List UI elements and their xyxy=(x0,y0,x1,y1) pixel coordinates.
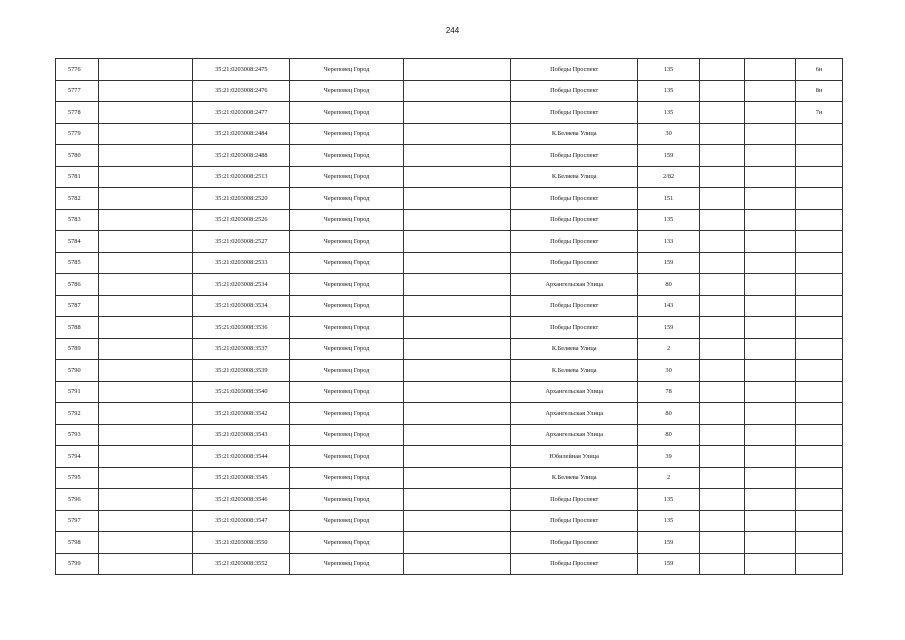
house-number-cell: 80 xyxy=(638,403,700,425)
empty-cell xyxy=(699,274,744,296)
empty-cell xyxy=(699,59,744,81)
table-row xyxy=(56,188,843,210)
cadastral-number-cell: 35:21:0203008:3552 xyxy=(193,553,290,575)
empty-cell xyxy=(744,446,795,468)
table-row xyxy=(56,489,843,511)
unit-cell xyxy=(796,446,843,468)
empty-cell xyxy=(744,188,795,210)
table-row xyxy=(56,338,843,360)
cadastral-number-cell: 35:21:0203008:2488 xyxy=(193,145,290,167)
city-cell: Череповец Город xyxy=(290,510,403,532)
empty-cell xyxy=(699,446,744,468)
street-cell: К.Беляева Улица xyxy=(511,338,638,360)
cadastral-number-cell: 35:21:0203008:3539 xyxy=(193,360,290,382)
empty-cell xyxy=(744,231,795,253)
unit-cell xyxy=(796,252,843,274)
empty-cell xyxy=(403,489,511,511)
row-number-cell: 5785 xyxy=(56,252,99,274)
street-cell: Победы Проспект xyxy=(511,209,638,231)
empty-cell xyxy=(99,553,193,575)
row-number-cell: 5793 xyxy=(56,424,99,446)
unit-cell: 8н xyxy=(796,80,843,102)
city-cell: Череповец Город xyxy=(290,231,403,253)
unit-cell: 6н xyxy=(796,59,843,81)
empty-cell xyxy=(99,532,193,554)
empty-cell xyxy=(403,510,511,532)
street-cell: К.Беляева Улица xyxy=(511,467,638,489)
empty-cell xyxy=(744,467,795,489)
empty-cell xyxy=(699,467,744,489)
empty-cell xyxy=(699,360,744,382)
empty-cell xyxy=(99,467,193,489)
empty-cell xyxy=(744,166,795,188)
empty-cell xyxy=(99,274,193,296)
empty-cell xyxy=(99,59,193,81)
empty-cell xyxy=(99,360,193,382)
unit-cell xyxy=(796,381,843,403)
row-number-cell: 5790 xyxy=(56,360,99,382)
house-number-cell: 78 xyxy=(638,381,700,403)
empty-cell xyxy=(699,80,744,102)
street-cell: Архангельская Улица xyxy=(511,381,638,403)
row-number-cell: 5782 xyxy=(56,188,99,210)
empty-cell xyxy=(403,231,511,253)
city-cell: Череповец Город xyxy=(290,295,403,317)
unit-cell xyxy=(796,231,843,253)
cadastral-number-cell: 35:21:0203008:3540 xyxy=(193,381,290,403)
house-number-cell: 135 xyxy=(638,489,700,511)
unit-cell xyxy=(796,295,843,317)
empty-cell xyxy=(403,317,511,339)
house-number-cell: 151 xyxy=(638,188,700,210)
row-number-cell: 5778 xyxy=(56,102,99,124)
city-cell: Череповец Город xyxy=(290,145,403,167)
empty-cell xyxy=(699,252,744,274)
empty-cell xyxy=(744,360,795,382)
empty-cell xyxy=(699,403,744,425)
city-cell: Череповец Город xyxy=(290,338,403,360)
empty-cell xyxy=(744,381,795,403)
house-number-cell: 2 xyxy=(638,338,700,360)
house-number-cell: 30 xyxy=(638,360,700,382)
city-cell: Череповец Город xyxy=(290,102,403,124)
cadastral-number-cell: 35:21:0203008:2476 xyxy=(193,80,290,102)
city-cell: Череповец Город xyxy=(290,123,403,145)
street-cell: Победы Проспект xyxy=(511,102,638,124)
empty-cell xyxy=(699,489,744,511)
empty-cell xyxy=(99,381,193,403)
cadastral-number-cell: 35:21:0203008:3546 xyxy=(193,489,290,511)
unit-cell xyxy=(796,145,843,167)
street-cell: К.Беляева Улица xyxy=(511,360,638,382)
city-cell: Череповец Город xyxy=(290,424,403,446)
empty-cell xyxy=(403,360,511,382)
cadastral-number-cell: 35:21:0203008:2533 xyxy=(193,252,290,274)
table-row xyxy=(56,166,843,188)
empty-cell xyxy=(699,338,744,360)
house-number-cell: 2 xyxy=(638,467,700,489)
empty-cell xyxy=(99,338,193,360)
street-cell: Победы Проспект xyxy=(511,510,638,532)
empty-cell xyxy=(403,467,511,489)
empty-cell xyxy=(403,188,511,210)
unit-cell xyxy=(796,317,843,339)
unit-cell xyxy=(796,123,843,145)
table-row xyxy=(56,80,843,102)
house-number-cell: 39 xyxy=(638,446,700,468)
empty-cell xyxy=(699,553,744,575)
row-number-cell: 5792 xyxy=(56,403,99,425)
row-number-cell: 5795 xyxy=(56,467,99,489)
table-row xyxy=(56,467,843,489)
row-number-cell: 5779 xyxy=(56,123,99,145)
city-cell: Череповец Город xyxy=(290,489,403,511)
street-cell: Победы Проспект xyxy=(511,252,638,274)
table-row xyxy=(56,381,843,403)
unit-cell xyxy=(796,274,843,296)
cadastral-number-cell: 35:21:0203008:2484 xyxy=(193,123,290,145)
cadastral-number-cell: 35:21:0203008:2475 xyxy=(193,59,290,81)
unit-cell: 7н xyxy=(796,102,843,124)
empty-cell xyxy=(699,102,744,124)
empty-cell xyxy=(403,123,511,145)
empty-cell xyxy=(99,295,193,317)
empty-cell xyxy=(99,166,193,188)
unit-cell xyxy=(796,188,843,210)
row-number-cell: 5787 xyxy=(56,295,99,317)
table-row xyxy=(56,553,843,575)
table-row xyxy=(56,123,843,145)
cadastral-number-cell: 35:21:0203008:3542 xyxy=(193,403,290,425)
house-number-cell: 80 xyxy=(638,424,700,446)
empty-cell xyxy=(99,489,193,511)
row-number-cell: 5784 xyxy=(56,231,99,253)
empty-cell xyxy=(403,274,511,296)
empty-cell xyxy=(99,317,193,339)
row-number-cell: 5788 xyxy=(56,317,99,339)
empty-cell xyxy=(744,102,795,124)
street-cell: Победы Проспект xyxy=(511,489,638,511)
house-number-cell: 159 xyxy=(638,553,700,575)
cadastral-number-cell: 35:21:0203008:2526 xyxy=(193,209,290,231)
empty-cell xyxy=(99,209,193,231)
table-row xyxy=(56,532,843,554)
house-number-cell: 30 xyxy=(638,123,700,145)
empty-cell xyxy=(744,209,795,231)
cadastral-number-cell: 35:21:0203008:3543 xyxy=(193,424,290,446)
street-cell: Архангельская Улица xyxy=(511,424,638,446)
empty-cell xyxy=(744,489,795,511)
empty-cell xyxy=(699,123,744,145)
unit-cell xyxy=(796,166,843,188)
street-cell: К.Беляева Улица xyxy=(511,166,638,188)
empty-cell xyxy=(99,446,193,468)
street-cell: Победы Проспект xyxy=(511,295,638,317)
house-number-cell: 135 xyxy=(638,80,700,102)
house-number-cell: 143 xyxy=(638,295,700,317)
empty-cell xyxy=(744,123,795,145)
cadastral-number-cell: 35:21:0203008:2513 xyxy=(193,166,290,188)
table-row xyxy=(56,360,843,382)
empty-cell xyxy=(99,403,193,425)
registry-table xyxy=(55,58,843,575)
house-number-cell: 135 xyxy=(638,209,700,231)
house-number-cell: 2/82 xyxy=(638,166,700,188)
cadastral-number-cell: 35:21:0203008:2477 xyxy=(193,102,290,124)
empty-cell xyxy=(744,80,795,102)
street-cell: Победы Проспект xyxy=(511,317,638,339)
table-row xyxy=(56,231,843,253)
cadastral-number-cell: 35:21:0203008:3544 xyxy=(193,446,290,468)
empty-cell xyxy=(699,317,744,339)
unit-cell xyxy=(796,209,843,231)
empty-cell xyxy=(699,381,744,403)
street-cell: Архангельская Улица xyxy=(511,403,638,425)
city-cell: Череповец Город xyxy=(290,59,403,81)
city-cell: Череповец Город xyxy=(290,252,403,274)
street-cell: Победы Проспект xyxy=(511,145,638,167)
empty-cell xyxy=(403,80,511,102)
city-cell: Череповец Город xyxy=(290,403,403,425)
city-cell: Череповец Город xyxy=(290,446,403,468)
house-number-cell: 159 xyxy=(638,145,700,167)
empty-cell xyxy=(403,252,511,274)
cadastral-number-cell: 35:21:0203008:3547 xyxy=(193,510,290,532)
empty-cell xyxy=(99,145,193,167)
street-cell: Победы Проспект xyxy=(511,532,638,554)
empty-cell xyxy=(99,102,193,124)
row-number-cell: 5776 xyxy=(56,59,99,81)
empty-cell xyxy=(403,446,511,468)
empty-cell xyxy=(699,145,744,167)
empty-cell xyxy=(699,166,744,188)
table-row xyxy=(56,403,843,425)
street-cell: Победы Проспект xyxy=(511,59,638,81)
table-body xyxy=(56,59,843,575)
empty-cell xyxy=(403,532,511,554)
unit-cell xyxy=(796,338,843,360)
empty-cell xyxy=(699,188,744,210)
empty-cell xyxy=(699,424,744,446)
empty-cell xyxy=(744,274,795,296)
table-row xyxy=(56,446,843,468)
table-row xyxy=(56,317,843,339)
row-number-cell: 5786 xyxy=(56,274,99,296)
cadastral-number-cell: 35:21:0203008:3537 xyxy=(193,338,290,360)
empty-cell xyxy=(99,123,193,145)
empty-cell xyxy=(403,209,511,231)
table-row xyxy=(56,295,843,317)
empty-cell xyxy=(744,317,795,339)
unit-cell xyxy=(796,489,843,511)
empty-cell xyxy=(403,295,511,317)
empty-cell xyxy=(744,252,795,274)
empty-cell xyxy=(744,553,795,575)
empty-cell xyxy=(403,338,511,360)
house-number-cell: 159 xyxy=(638,532,700,554)
table-row xyxy=(56,424,843,446)
empty-cell xyxy=(744,295,795,317)
row-number-cell: 5789 xyxy=(56,338,99,360)
cadastral-number-cell: 35:21:0203008:3534 xyxy=(193,295,290,317)
row-number-cell: 5794 xyxy=(56,446,99,468)
row-number-cell: 5781 xyxy=(56,166,99,188)
table-row xyxy=(56,510,843,532)
row-number-cell: 5780 xyxy=(56,145,99,167)
empty-cell xyxy=(699,209,744,231)
city-cell: Череповец Город xyxy=(290,209,403,231)
unit-cell xyxy=(796,553,843,575)
cadastral-number-cell: 35:21:0203008:3545 xyxy=(193,467,290,489)
cadastral-number-cell: 35:21:0203008:2527 xyxy=(193,231,290,253)
city-cell: Череповец Город xyxy=(290,274,403,296)
city-cell: Череповец Город xyxy=(290,360,403,382)
empty-cell xyxy=(403,145,511,167)
cadastral-number-cell: 35:21:0203008:3550 xyxy=(193,532,290,554)
house-number-cell: 135 xyxy=(638,59,700,81)
unit-cell xyxy=(796,424,843,446)
table-row xyxy=(56,252,843,274)
cadastral-number-cell: 35:21:0203008:2520 xyxy=(193,188,290,210)
empty-cell xyxy=(403,403,511,425)
empty-cell xyxy=(403,102,511,124)
street-cell: Архангельская Улица xyxy=(511,274,638,296)
table-row xyxy=(56,274,843,296)
city-cell: Череповец Город xyxy=(290,553,403,575)
cadastral-number-cell: 35:21:0203008:3536 xyxy=(193,317,290,339)
house-number-cell: 135 xyxy=(638,102,700,124)
house-number-cell: 135 xyxy=(638,510,700,532)
row-number-cell: 5797 xyxy=(56,510,99,532)
street-cell: Победы Проспект xyxy=(511,231,638,253)
city-cell: Череповец Город xyxy=(290,532,403,554)
house-number-cell: 133 xyxy=(638,231,700,253)
empty-cell xyxy=(699,510,744,532)
empty-cell xyxy=(699,231,744,253)
row-number-cell: 5798 xyxy=(56,532,99,554)
empty-cell xyxy=(403,424,511,446)
empty-cell xyxy=(744,424,795,446)
empty-cell xyxy=(699,532,744,554)
cadastral-number-cell: 35:21:0203008:2534 xyxy=(193,274,290,296)
city-cell: Череповец Город xyxy=(290,188,403,210)
row-number-cell: 5796 xyxy=(56,489,99,511)
table-row xyxy=(56,59,843,81)
empty-cell xyxy=(99,80,193,102)
empty-cell xyxy=(403,166,511,188)
street-cell: Победы Проспект xyxy=(511,80,638,102)
empty-cell xyxy=(744,145,795,167)
empty-cell xyxy=(744,403,795,425)
empty-cell xyxy=(99,510,193,532)
empty-cell xyxy=(99,424,193,446)
table-row xyxy=(56,145,843,167)
table-row xyxy=(56,102,843,124)
unit-cell xyxy=(796,467,843,489)
unit-cell xyxy=(796,360,843,382)
empty-cell xyxy=(403,553,511,575)
empty-cell xyxy=(99,252,193,274)
unit-cell xyxy=(796,403,843,425)
empty-cell xyxy=(699,295,744,317)
empty-cell xyxy=(403,381,511,403)
unit-cell xyxy=(796,510,843,532)
empty-cell xyxy=(744,532,795,554)
page-number: 244 xyxy=(445,26,460,35)
unit-cell xyxy=(796,532,843,554)
row-number-cell: 5783 xyxy=(56,209,99,231)
empty-cell xyxy=(403,59,511,81)
house-number-cell: 80 xyxy=(638,274,700,296)
empty-cell xyxy=(744,510,795,532)
row-number-cell: 5777 xyxy=(56,80,99,102)
city-cell: Череповец Город xyxy=(290,467,403,489)
empty-cell xyxy=(744,59,795,81)
street-cell: Юбилейная Улица xyxy=(511,446,638,468)
empty-cell xyxy=(99,188,193,210)
row-number-cell: 5791 xyxy=(56,381,99,403)
row-number-cell: 5799 xyxy=(56,553,99,575)
city-cell: Череповец Город xyxy=(290,80,403,102)
empty-cell xyxy=(99,231,193,253)
city-cell: Череповец Город xyxy=(290,381,403,403)
street-cell: Победы Проспект xyxy=(511,188,638,210)
street-cell: К.Беляева Улица xyxy=(511,123,638,145)
house-number-cell: 159 xyxy=(638,317,700,339)
house-number-cell: 159 xyxy=(638,252,700,274)
city-cell: Череповец Город xyxy=(290,166,403,188)
street-cell: Победы Проспект xyxy=(511,553,638,575)
empty-cell xyxy=(744,338,795,360)
city-cell: Череповец Город xyxy=(290,317,403,339)
table-row xyxy=(56,209,843,231)
